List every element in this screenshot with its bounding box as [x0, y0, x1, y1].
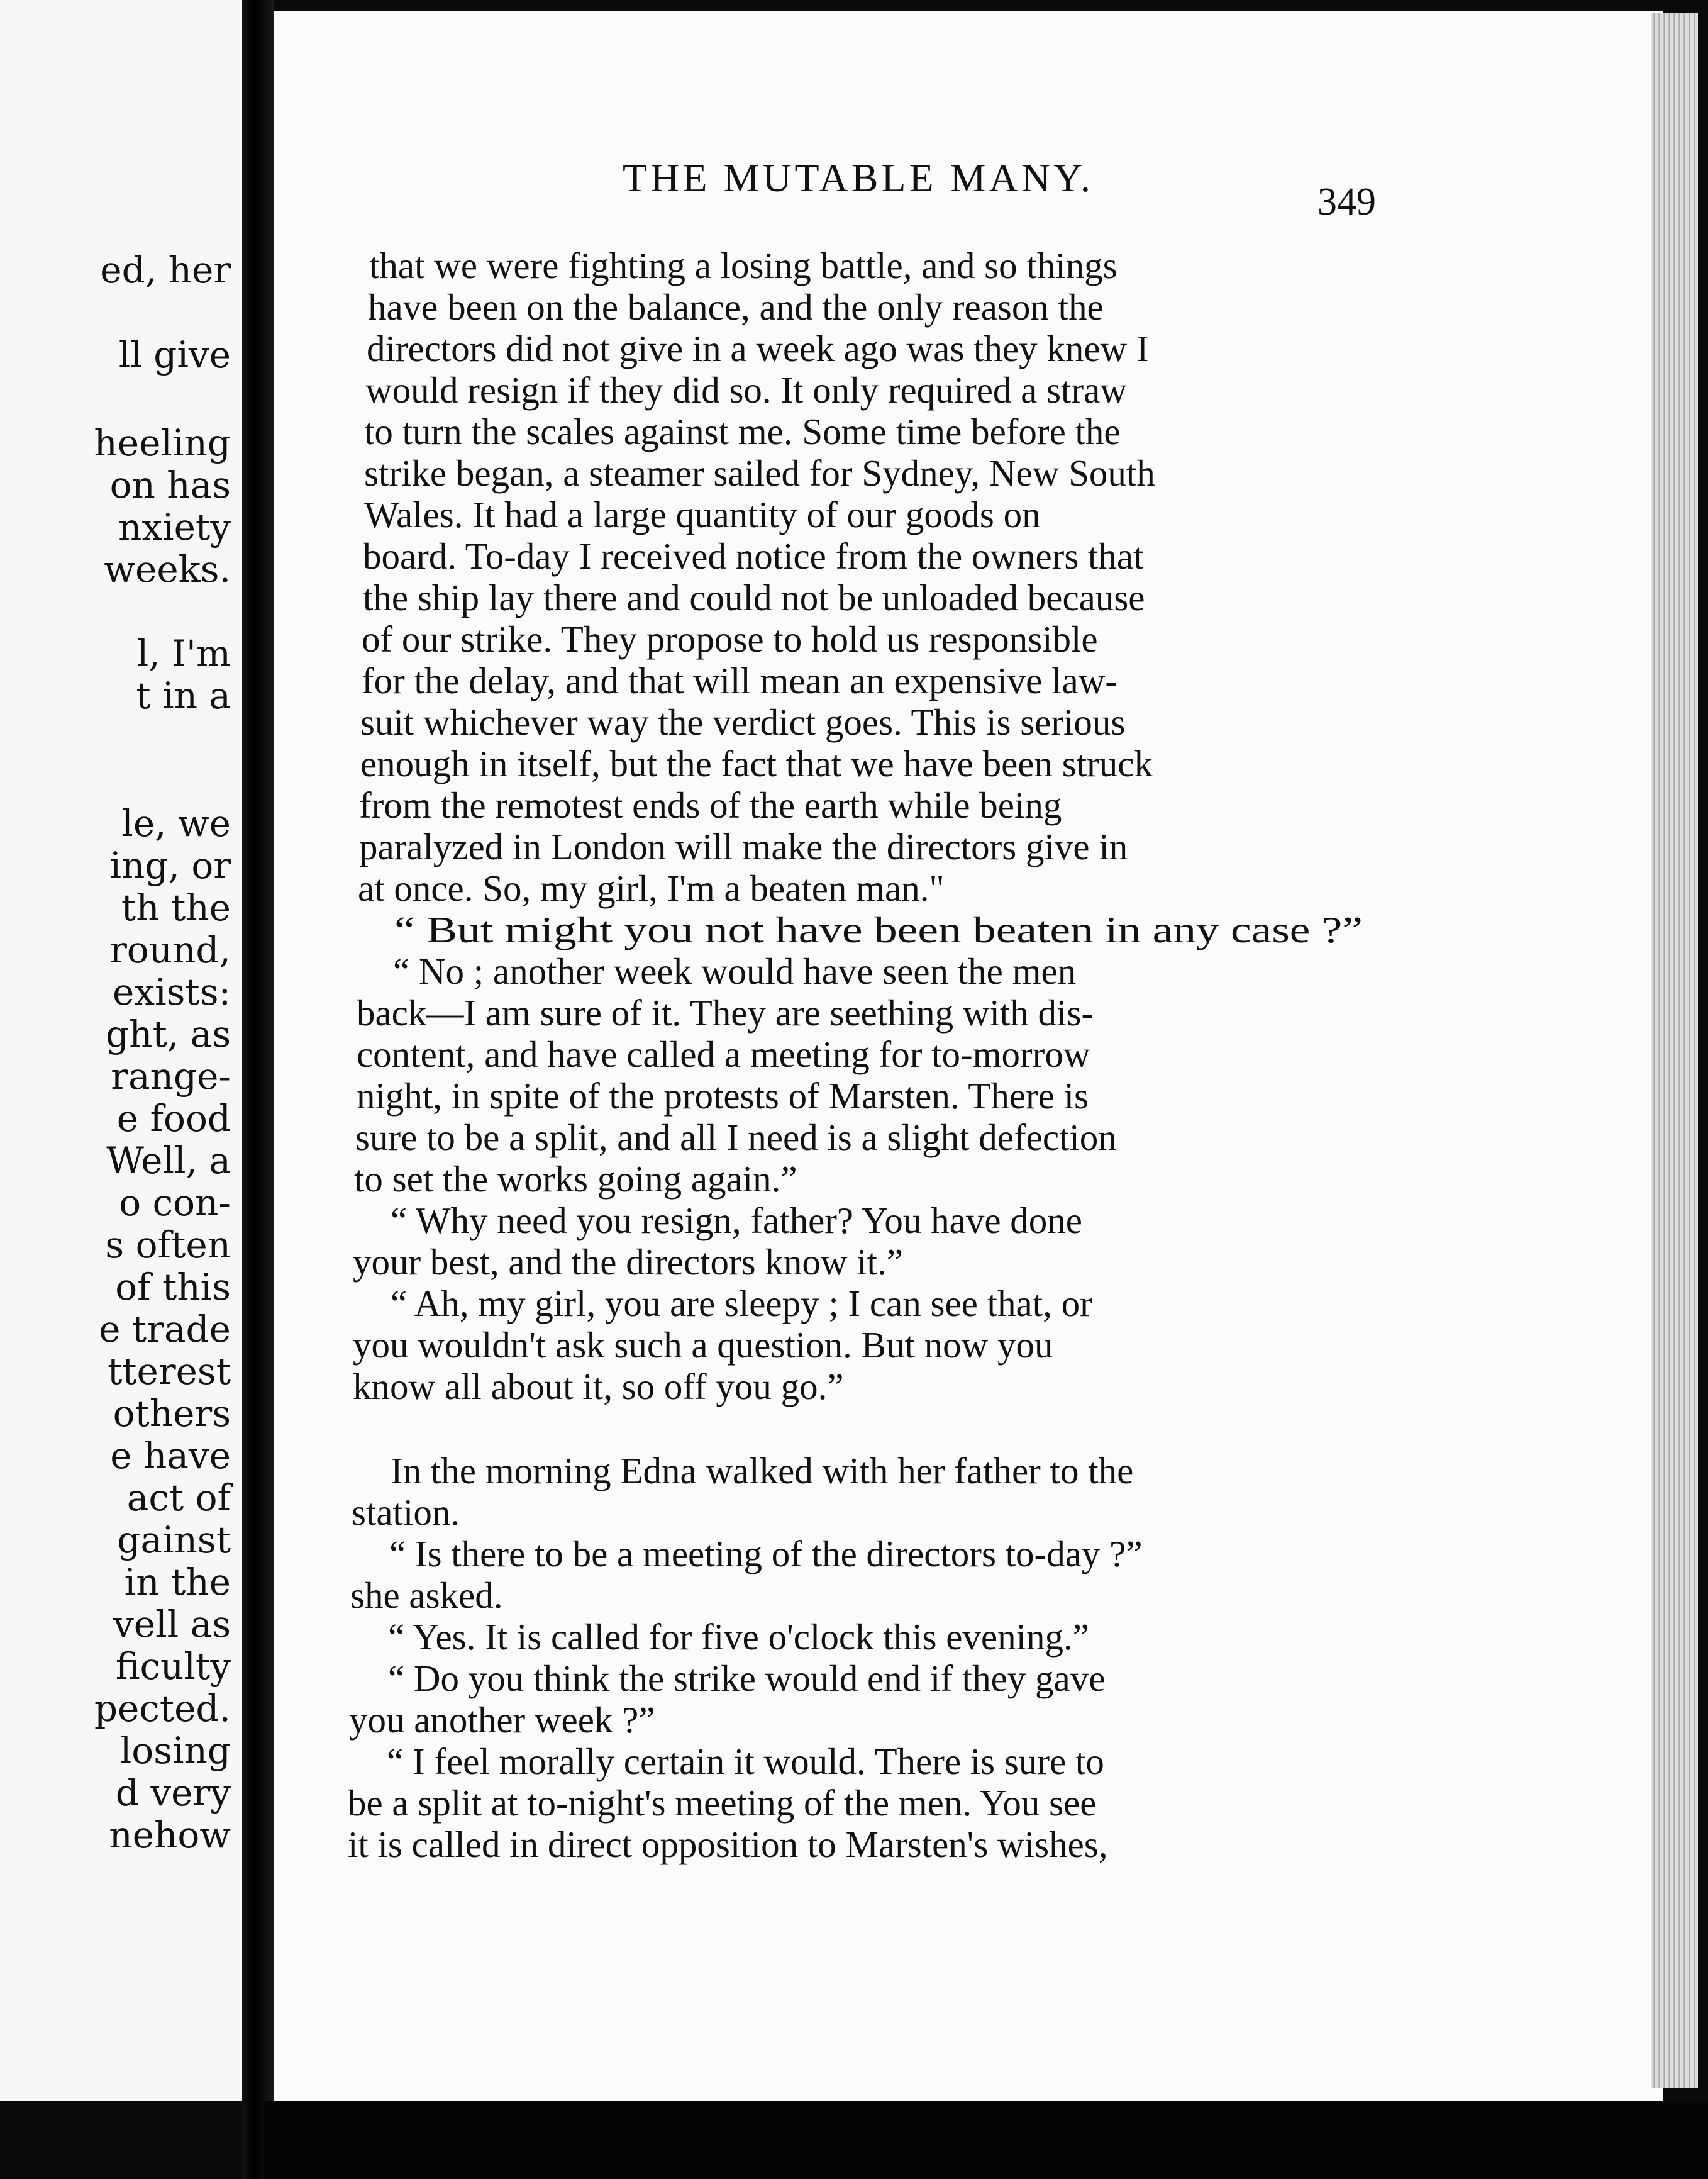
text-line: enough in itself, but the fact that we have been struck [360, 743, 1153, 784]
text-line: paralyzed in London will make the directors give in [359, 826, 1128, 867]
text-line: “ I feel morally certain it would. There is sure to [387, 1741, 1104, 1782]
text-line: you wouldn't ask such a question. But now you [353, 1324, 1053, 1366]
text-line: to set the works going again.” [354, 1158, 797, 1200]
main-page [274, 11, 1663, 2106]
facing-line: d very [115, 1771, 231, 1814]
text-line: back—I am sure of it. They are seething with dis- [357, 992, 1094, 1034]
facing-page-left [0, 0, 242, 2101]
text-line: would resign if they did so. It only required a straw [365, 369, 1127, 411]
facing-line: o con- [119, 1181, 231, 1224]
facing-line: th the [121, 886, 231, 929]
facing-line: weeks. [104, 548, 231, 591]
text-line: content, and have called a meeting for to-morrow [357, 1034, 1090, 1075]
text-line: “ Do you think the strike would end if they gave [388, 1658, 1106, 1699]
text-line: station. [352, 1491, 460, 1533]
text-line: directors did not give in a week ago was they knew I [367, 328, 1149, 369]
text-line: know all about it, so off you go.” [353, 1366, 844, 1407]
text-line: board. To-day I received notice from the owners that [363, 535, 1144, 577]
facing-line: exists: [113, 971, 231, 1013]
facing-line: l, I'm [136, 632, 231, 675]
text-line: suit whichever way the verdict goes. This is serious [360, 701, 1126, 743]
text-line: Wales. It had a large quantity of our goods on [364, 494, 1041, 535]
text-line: for the delay, and that will mean an expensive law- [362, 660, 1117, 701]
facing-line: ght, as [105, 1013, 231, 1056]
facing-line: t in a [136, 674, 231, 717]
facing-line: s often [105, 1223, 231, 1266]
facing-line: in the [124, 1561, 231, 1603]
text-line: “ Is there to be a meeting of the directors to-day ?” [389, 1533, 1143, 1574]
scan-shadow-bottom [264, 2101, 1708, 2179]
text-line: have been on the balance, and the only reason the [368, 286, 1104, 328]
text-line: your best, and the directors know it.” [353, 1241, 903, 1283]
facing-line: on has [109, 464, 231, 506]
text-line: she asked. [350, 1574, 503, 1616]
facing-line: of this [115, 1266, 231, 1308]
facing-line: act of [126, 1476, 231, 1519]
facing-line: vell as [113, 1603, 231, 1646]
facing-line: ing, or [109, 844, 231, 887]
text-line: it is called in direct opposition to Marsten's wishes, [348, 1824, 1108, 1865]
text-line: to turn the scales against me. Some time before the [364, 411, 1121, 452]
text-line: night, in spite of the protests of Marsten. There is [357, 1075, 1089, 1117]
facing-line: e have [110, 1434, 231, 1477]
facing-line: pected. [94, 1687, 231, 1730]
running-head: THE MUTABLE MANY. [623, 155, 1094, 200]
facing-line: ficulty [115, 1645, 231, 1688]
text-line: from the remotest ends of the earth while being [359, 784, 1062, 826]
facing-line: tterest [107, 1350, 231, 1393]
facing-line: heeling [94, 421, 231, 464]
facing-line: Well, a [106, 1139, 231, 1182]
facing-line: e food [116, 1097, 231, 1140]
text-line: you another week ?” [349, 1699, 655, 1741]
facing-line: range- [111, 1055, 231, 1098]
text-line: be a split at to-night's meeting of the men. You see [348, 1782, 1097, 1824]
facing-line: nxiety [118, 506, 231, 549]
facing-line: ll give [118, 333, 231, 376]
facing-line: e trade [99, 1308, 231, 1351]
book-gutter [242, 0, 274, 2179]
page-edges [1651, 13, 1698, 2088]
text-line: “ No ; another week would have seen the men [393, 950, 1077, 992]
text-line: of our strike. They propose to hold us responsible [362, 618, 1098, 660]
facing-line: nehow [109, 1814, 231, 1856]
text-line: the ship lay there and could not be unloaded because [363, 577, 1145, 618]
text-line: that we were fighting a losing battle, and so things [369, 245, 1117, 286]
text-line: “ Why need you resign, father? You have done [391, 1200, 1082, 1241]
text-line: “ Yes. It is called for five o'clock this evening.” [388, 1616, 1089, 1658]
facing-line: losing [119, 1729, 231, 1772]
text-line: at once. So, my girl, I'm a beaten man." [358, 867, 945, 909]
facing-line: round, [109, 928, 231, 971]
text-line: sure to be a split, and all I need is a slight defection [355, 1117, 1117, 1158]
text-line: strike began, a steamer sailed for Sydney, New South [364, 452, 1155, 494]
text-line: In the morning Edna walked with her father to the [391, 1450, 1134, 1491]
text-line: “ But might you not have been beaten in any case ?” [394, 909, 1363, 950]
page-number: 349 [1317, 181, 1376, 223]
facing-line: others [113, 1392, 231, 1435]
facing-line: le, we [121, 802, 231, 845]
facing-line: gainst [117, 1519, 231, 1561]
text-line: “ Ah, my girl, you are sleepy ; I can see that, or [391, 1283, 1092, 1324]
facing-line: ed, her [100, 248, 231, 291]
